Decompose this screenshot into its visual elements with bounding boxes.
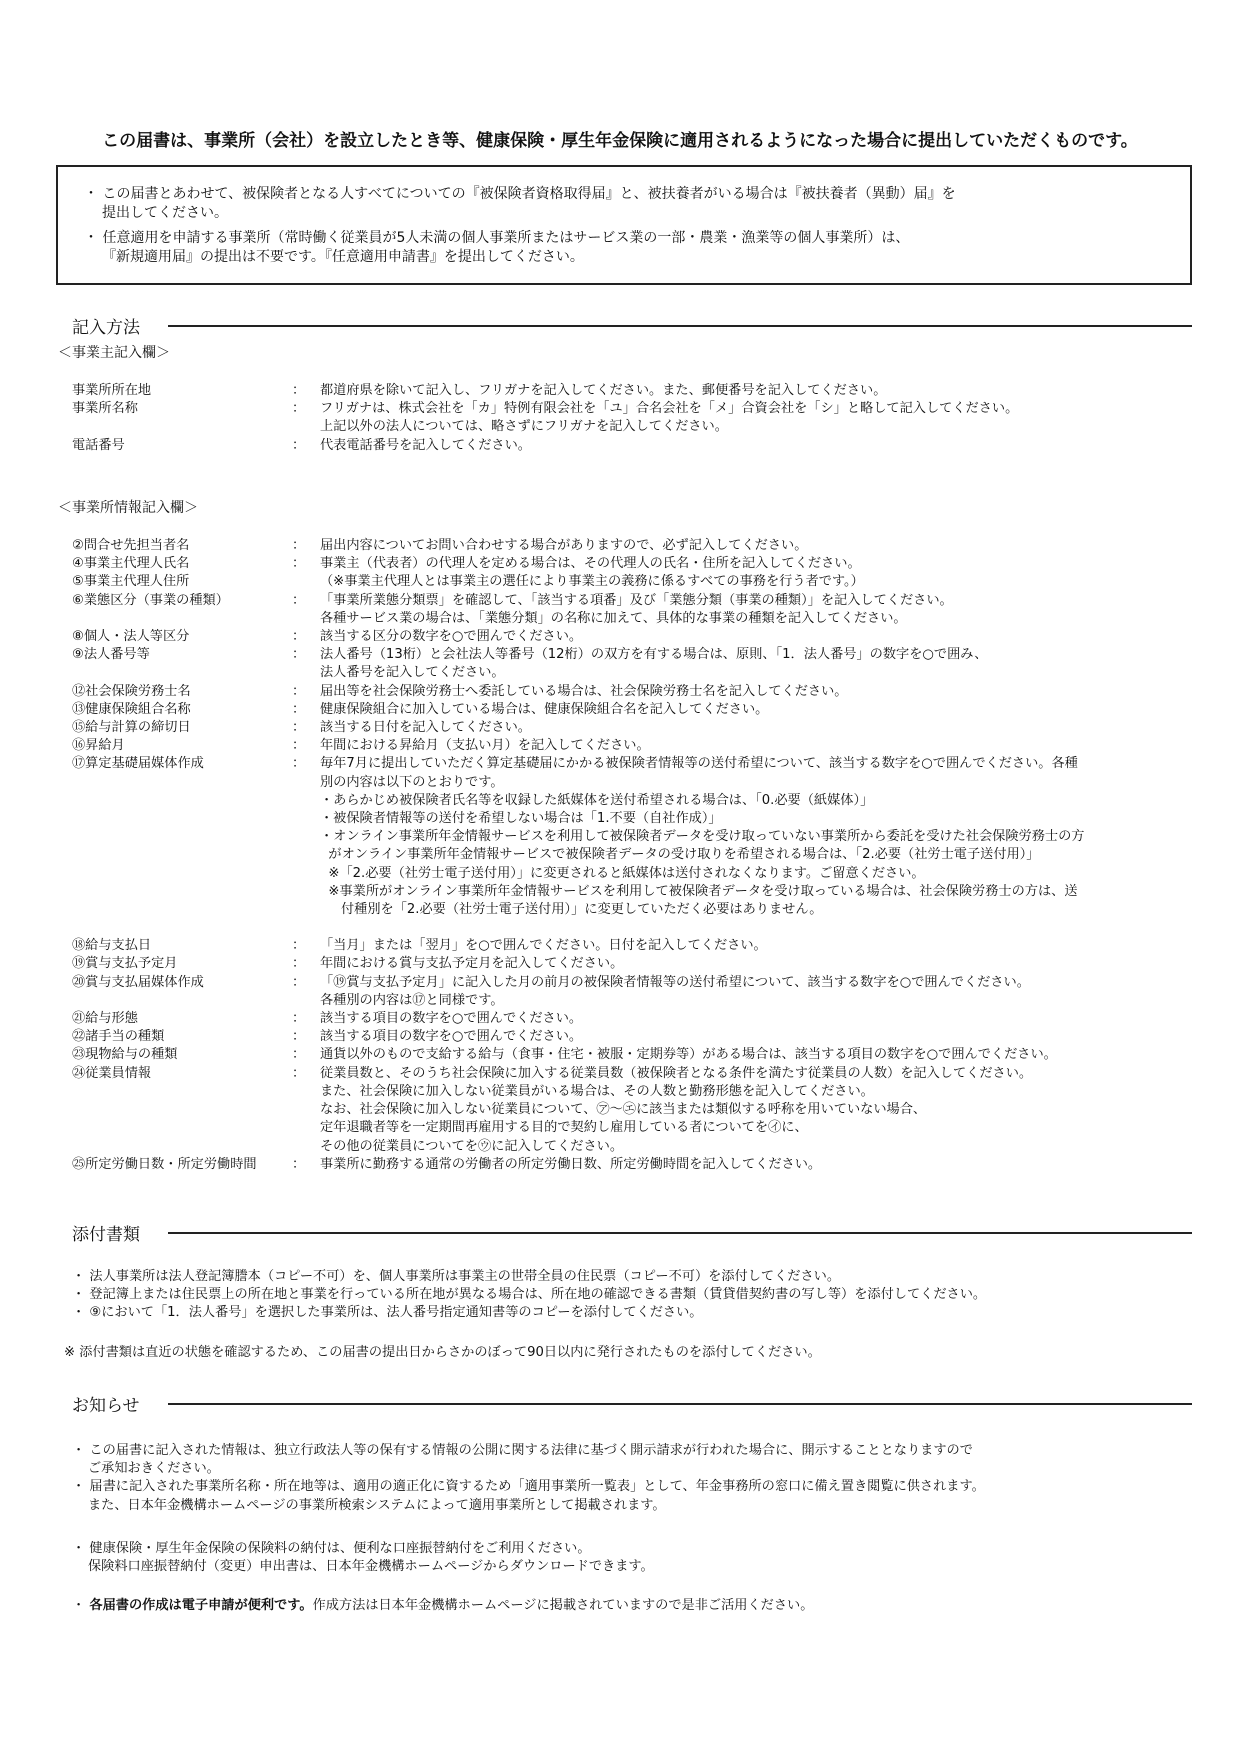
rows-jigyosho — [72, 537, 1202, 1174]
section-tenpu-shorui — [72, 1220, 1192, 1245]
field-label: 事業所名称 — [72, 401, 138, 417]
field-row — [72, 719, 1202, 737]
field-colon: ： — [292, 401, 306, 417]
oshirase-list-3 — [72, 1597, 1192, 1615]
section-title: お知らせ — [72, 1396, 140, 1416]
field-colon: ： — [292, 647, 306, 663]
field-description: （※事業主代理人とは事業主の選任により事業主の義務に係るすべての事務を行う者です。） — [320, 574, 864, 590]
section-kinyu-houhou — [72, 313, 1192, 338]
sub-heading-jigyonushi: ＜事業主記入欄＞ — [58, 345, 170, 361]
field-row — [72, 400, 1202, 436]
field-row — [72, 955, 1202, 973]
rows-jigyonushi — [72, 382, 1202, 455]
field-description: 事業主（代表者）の代理人を定める場合は、その代理人の氏名・住所を記入してください。 — [320, 556, 861, 572]
field-description: 該当する区分の数字を○で囲んでください。 — [320, 629, 583, 645]
notice-item: ・ 任意適用を申請する事業所（常時働く従業員が5人未満の個人事業所またはサービス業の一部・農業・漁業等の個人事業所）は、 『新規適用届』の提出は不要です。『任意適用申請書』を提出してください。 — [84, 230, 910, 265]
field-colon: ： — [292, 938, 306, 954]
field-label: ⑤事業主代理人住所 — [72, 574, 190, 590]
field-colon: ： — [292, 974, 306, 990]
field-row — [72, 646, 1202, 682]
field-description: 該当する項目の数字を○で囲んでください。 — [320, 1029, 583, 1045]
field-label: ㉓現物給与の種類 — [72, 1047, 178, 1063]
field-colon: ： — [292, 1029, 306, 1045]
field-colon: ： — [292, 1065, 306, 1081]
field-colon: ： — [292, 383, 306, 398]
field-label: ⑳賞与支払届媒体作成 — [72, 974, 204, 990]
tenpu-note: ※ 添付書類は直近の状態を確認するため、この届書の提出日からさかのぼって90日以内に発行されたものを添付してください。 — [64, 1345, 821, 1360]
field-colon: ： — [292, 1156, 306, 1172]
field-row — [72, 382, 1202, 400]
oshirase-list — [72, 1442, 1192, 1515]
field-label: ㉕所定労働日数・所定労働時間 — [72, 1156, 257, 1172]
field-description: 通貨以外のもので支給する給与（食事・住宅・被服・定期券等）がある場合は、該当する項目の数字を○で囲んでください。 — [320, 1047, 1057, 1063]
field-label: ㉒諸手当の種類 — [72, 1029, 165, 1045]
notice-box — [56, 165, 1192, 285]
section-rule — [168, 325, 1192, 327]
field-description: 年間における昇給月（支払い月）を記入してください。 — [320, 738, 650, 754]
field-row — [72, 1010, 1202, 1028]
tenpu-list — [72, 1268, 1192, 1323]
field-description: 届出内容についてお問い合わせする場合がありますので、必ず記入してください。 — [320, 538, 808, 553]
field-label: ㉔従業員情報 — [72, 1065, 152, 1081]
field-description: 該当する日付を記入してください。 — [320, 720, 531, 736]
field-description: 「事業所業態分類票」を確認して、「該当する項番」及び「業態分類（事業の種類）」を記入してください。 各種サービス業の場合は、「業態分類」の名称に加えて、具体的な事業の種類を記入してください。 — [320, 592, 953, 626]
section-rule — [168, 1403, 1193, 1405]
list-item: ・ 各届書の作成は電子申請が便利です。作成方法は日本年金機構ホームページに掲載されていますので是非ご活用ください。 — [72, 1598, 814, 1613]
field-row — [72, 437, 1202, 455]
field-colon: ： — [292, 592, 306, 608]
field-colon: ： — [292, 556, 306, 572]
notice-item: ・ この届書とあわせて、被保険者となる人すべてについての『被保険者資格取得届』と、被扶養者がいる場合は『被扶養者（異動）届』を 提出してください。 — [84, 186, 956, 221]
field-colon: ： — [292, 1047, 306, 1063]
field-row — [72, 555, 1202, 573]
field-label: ⑮給与計算の締切日 — [72, 720, 191, 736]
field-row — [72, 573, 1202, 591]
row-gap — [72, 919, 1202, 937]
field-label: ⑨法人番号等 — [72, 647, 150, 663]
field-row — [72, 537, 1202, 555]
field-description: 都道府県を除いて記入し、フリガナを記入してください。また、郵便番号を記入してください。 — [320, 383, 887, 398]
field-label: ⑯昇給月 — [72, 738, 125, 754]
field-label: ⑧個人・法人等区分 — [72, 629, 190, 645]
field-description: 健康保険組合に加入している場合は、健康保険組合名を記入してください。 — [320, 701, 769, 717]
field-row — [72, 683, 1202, 701]
list-item: ・ 法人事業所は法人登記簿謄本（コピー不可）を、個人事業所は事業主の世帯全員の住民票（コピー不可）を添付してください。 — [72, 1269, 841, 1284]
field-description: 届出等を社会保険労務士へ委託している場合は、社会保険労務士名を記入してください。 — [320, 683, 848, 699]
field-description: 代表電話番号を記入してください。 — [320, 437, 531, 453]
section-oshirase — [72, 1391, 1192, 1416]
field-colon: ： — [292, 720, 306, 736]
section-title: 添付書類 — [72, 1225, 140, 1245]
list-item: ・ 届書に記入された事業所名称・所在地等は、適用の適正化に資するため「適用事業所一覧表」として、年金事務所の窓口に備え置き閲覧に供されます。 また、日本年金機構ホームページの事業所検索システムによって適用事業所として掲載されます。 — [72, 1479, 985, 1513]
field-row — [72, 737, 1202, 755]
field-description: 年間における賞与支払予定月を記入してください。 — [320, 956, 624, 972]
field-label: ②問合せ先担当者名 — [72, 538, 190, 553]
field-description: フリガナは、株式会社を「カ」特例有限会社を「ユ」合名会社を「メ」合資会社を「シ」と略して記入してください。 上記以外の法人については、略さずにフリガナを記入してください。 — [320, 401, 1019, 435]
field-description: 「当月」または「翌月」を○で囲んでください。日付を記入してください。 — [320, 938, 767, 954]
field-label: 電話番号 — [72, 437, 125, 453]
field-row — [72, 937, 1202, 955]
field-row — [72, 701, 1202, 719]
field-label: ⑬健康保険組合名称 — [72, 701, 191, 717]
field-row — [72, 974, 1202, 1010]
oshirase-list-2 — [72, 1540, 1192, 1576]
field-row — [72, 592, 1202, 628]
field-description: 毎年7月に提出していただく算定基礎届にかかる被保険者情報等の送付希望について、該当する数字を○で囲んでください。各種 別の内容は以下のとおりです。 ・あらかじめ被保険者氏名等を収録した紙媒体を送付希望される場合は、「0.必要（紙媒体）」 ・被保険者情報等の送付を希望しない場合は「1.不要（自社作成）」 ・オンライン事業所年金情報サービスを利用して被保険者データを受け取っていない事業所から委託を受けた社会保険労務士の方 がオンライン事業所年金情報サービスで被保険者データの受け取りを希望される場合は、「2.必要（社労士電子送付用）」 ※「2.必要（社労士電子送付用）」に変更されると紙媒体は送付されなくなります。ご留意ください。 ※事業所がオンライン事業所年金情報サービスを利用して被保険者データを受け取っている場合は、社会保険労務士の方は、送 付種別を「2.必要（社労士電子送付用）」に変更していただく必要はありません。 — [320, 756, 1085, 918]
field-colon — [292, 573, 320, 591]
list-item: ・ ⑨において「1．法人番号」を選択した事業所は、法人番号指定通知書等のコピーを添付してください。 — [72, 1305, 703, 1321]
field-colon: ： — [292, 756, 306, 772]
field-label: ⑲賞与支払予定月 — [72, 956, 178, 972]
field-colon: ： — [292, 1011, 306, 1027]
list-item: ・ 健康保険・厚生年金保険の保険料の納付は、便利な口座振替納付をご利用ください。 保険料口座振替納付（変更）申出書は、日本年金機構ホームページからダウンロードできます。 — [72, 1541, 654, 1575]
field-colon: ： — [292, 629, 306, 645]
field-label: ㉑給与形態 — [72, 1011, 138, 1027]
field-row — [72, 1028, 1202, 1046]
page-headline: この届書は、事業所（会社）を設立したとき等、健康保険・厚生年金保険に適用されるようになった場合に提出していただくものです。 — [102, 131, 1138, 151]
field-colon: ： — [292, 738, 306, 754]
field-label: ⑥業態区分（事業の種類） — [72, 592, 229, 608]
field-description: 該当する項目の数字を○で囲んでください。 — [320, 1011, 583, 1027]
field-label: ④事業主代理人氏名 — [72, 556, 190, 572]
field-description: 従業員数と、そのうち社会保険に加入する従業員数（被保険者となる条件を満たす従業員の人数）を記入してください。 また、社会保険に加入しない従業員がいる場合は、その人数と勤務形態を記入してください。 なお、社会保険に加入しない従業員について、㋐～㋓に該当または類似する呼称を用いていない場合、 定年退職者等を一定期間再雇用する目的で契約し雇用している者についてを㋑に、 その他の従業員についてを㋒に記入してください。 — [320, 1065, 1033, 1154]
section-rule — [168, 1232, 1192, 1234]
field-label: ⑰算定基礎届媒体作成 — [72, 756, 204, 772]
field-description: 法人番号（13桁）と会社法人等番号（12桁）の双方を有する場合は、原則、「1．法人番号」の数字を○で囲み、 法人番号を記入してください。 — [320, 647, 988, 681]
field-label: ⑫社会保険労務士名 — [72, 683, 191, 699]
field-row — [72, 755, 1202, 919]
list-item: ・ 登記簿上または住民票上の所在地と事業を行っている所在地が異なる場合は、所在地の確認できる書類（賃貸借契約書の写し等）を添付してください。 — [72, 1287, 987, 1303]
field-row — [72, 1046, 1202, 1064]
section-title: 記入方法 — [72, 318, 140, 338]
sub-heading-jigyosho: ＜事業所情報記入欄＞ — [58, 500, 198, 516]
field-colon: ： — [292, 683, 306, 699]
field-label: ⑱給与支払日 — [72, 938, 152, 954]
field-colon: ： — [292, 538, 306, 553]
field-colon: ： — [292, 956, 306, 972]
field-colon: ： — [292, 437, 306, 453]
field-label: 事業所所在地 — [72, 383, 152, 398]
field-row — [72, 628, 1202, 646]
field-description: 事業所に勤務する通常の労働者の所定労働日数、所定労働時間を記入してください。 — [320, 1156, 822, 1172]
field-row — [72, 1065, 1202, 1156]
field-row — [72, 1156, 1202, 1174]
field-colon: ： — [292, 701, 306, 717]
bold-text: 各届書の作成は電子申請が便利です。 — [89, 1598, 313, 1613]
field-description: 「⑲賞与支払予定月」に記入した月の前月の被保険者情報等の送付希望について、該当する数字を○で囲んでください。 各種別の内容は⑰と同様です。 — [320, 974, 1030, 1008]
plain-text: 作成方法は日本年金機構ホームページに掲載されていますので是非ご活用ください。 — [312, 1598, 814, 1613]
list-item: ・ この届書に記入された情報は、独立行政法人等の保有する情報の公開に関する法律に基づく開示請求が行われた場合に、開示することとなりますので ご承知おきください。 — [72, 1443, 973, 1477]
